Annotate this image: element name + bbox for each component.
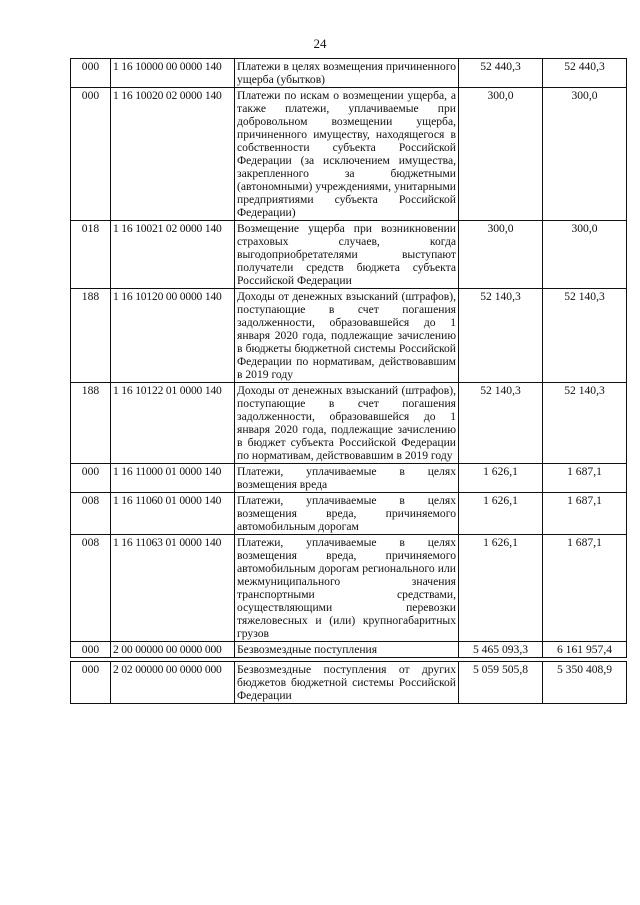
admin-code-cell: 018 <box>71 221 111 289</box>
amount-year2-cell: 52 140,3 <box>543 289 627 383</box>
table-row <box>71 662 627 704</box>
description-cell: Возмещение ущерба при возникновении страховых случаев, когда выгодоприобретателями выступают получатели средств бюджета субъекта Российской Федерации <box>235 221 459 289</box>
budget-code-cell: 2 00 00000 00 0000 000 <box>111 642 235 658</box>
description-cell: Доходы от денежных взысканий (штрафов), поступающие в счет погашения задолженности, образовавшейся до 1 января 2020 года, подлежащие зачислению в бюджет субъекта Российской Федерации по нормативам, действовавшим в 2019 году <box>235 383 459 464</box>
admin-code-cell: 000 <box>71 88 111 221</box>
amount-year1-cell: 52 440,3 <box>459 59 543 88</box>
description-cell: Безвозмездные поступления <box>235 642 459 658</box>
description-cell: Платежи в целях возмещения причиненного ущерба (убытков) <box>235 59 459 88</box>
budget-code-cell: 1 16 11000 01 0000 140 <box>111 464 235 493</box>
amount-year2-cell: 1 687,1 <box>543 464 627 493</box>
table-row <box>71 59 627 88</box>
admin-code-cell: 008 <box>71 493 111 535</box>
amount-year2-cell: 52 140,3 <box>543 383 627 464</box>
budget-code-cell: 1 16 10020 02 0000 140 <box>111 88 235 221</box>
budget-code-cell: 1 16 11063 01 0000 140 <box>111 535 235 642</box>
admin-code-cell: 188 <box>71 383 111 464</box>
amount-year1-cell: 300,0 <box>459 88 543 221</box>
amount-year1-cell: 52 140,3 <box>459 289 543 383</box>
admin-code-cell: 008 <box>71 535 111 642</box>
amount-year2-cell: 1 687,1 <box>543 493 627 535</box>
table-row <box>71 642 627 658</box>
description-cell: Доходы от денежных взысканий (штрафов), поступающие в счет погашения задолженности, образовавшейся до 1 января 2020 года, подлежащие зачислению в бюджеты бюджетной системы Российской Федерации по нормативам, действовавшим в 2019 году <box>235 289 459 383</box>
admin-code-cell: 000 <box>71 464 111 493</box>
amount-year1-cell: 5 465 093,3 <box>459 642 543 658</box>
amount-year1-cell: 300,0 <box>459 221 543 289</box>
amount-year2-cell: 300,0 <box>543 221 627 289</box>
budget-code-cell: 1 16 10122 01 0000 140 <box>111 383 235 464</box>
description-cell: Платежи по искам о возмещении ущерба, а также платежи, уплачиваемые при добровольном возмещении ущерба, причиненного имуществу, находящегося в собственности субъекта Российской Федерации (за исключением имущества, закрепленного за бюджетными (автономными) учреждениями, унитарными предприятиями субъекта Российской Федерации) <box>235 88 459 221</box>
amount-year2-cell: 6 161 957,4 <box>543 642 627 658</box>
description-cell: Платежи, уплачиваемые в целях возмещения вреда <box>235 464 459 493</box>
amount-year2-cell: 52 440,3 <box>543 59 627 88</box>
description-cell: Безвозмездные поступления от других бюджетов бюджетной системы Российской Федерации <box>235 662 459 704</box>
table-row <box>71 493 627 535</box>
budget-code-cell: 2 02 00000 00 0000 000 <box>111 662 235 704</box>
admin-code-cell: 000 <box>71 642 111 658</box>
amount-year1-cell: 1 626,1 <box>459 493 543 535</box>
table-row <box>71 383 627 464</box>
amount-year1-cell: 5 059 505,8 <box>459 662 543 704</box>
budget-code-cell: 1 16 10120 00 0000 140 <box>111 289 235 383</box>
amount-year2-cell: 300,0 <box>543 88 627 221</box>
page-number: 24 <box>313 36 327 51</box>
revenue-table <box>70 58 627 704</box>
budget-code-cell: 1 16 11060 01 0000 140 <box>111 493 235 535</box>
admin-code-cell: 188 <box>71 289 111 383</box>
admin-code-cell: 000 <box>71 59 111 88</box>
amount-year1-cell: 1 626,1 <box>459 535 543 642</box>
description-cell: Платежи, уплачиваемые в целях возмещения вреда, причиняемого автомобильным дорогам <box>235 493 459 535</box>
budget-code-cell: 1 16 10021 02 0000 140 <box>111 221 235 289</box>
budget-code-cell: 1 16 10000 00 0000 140 <box>111 59 235 88</box>
amount-year1-cell: 1 626,1 <box>459 464 543 493</box>
amount-year1-cell: 52 140,3 <box>459 383 543 464</box>
table-row <box>71 535 627 642</box>
table-row <box>71 221 627 289</box>
table-row <box>71 88 627 221</box>
description-cell: Платежи, уплачиваемые в целях возмещения вреда, причиняемого автомобильным дорогам регионального или межмуниципального значения транспортными средствами, осуществляющими перевозки тяжеловесных и (или) крупногабаритных грузов <box>235 535 459 642</box>
amount-year2-cell: 1 687,1 <box>543 535 627 642</box>
table-row <box>71 464 627 493</box>
table-row <box>71 289 627 383</box>
admin-code-cell: 000 <box>71 662 111 704</box>
amount-year2-cell: 5 350 408,9 <box>543 662 627 704</box>
